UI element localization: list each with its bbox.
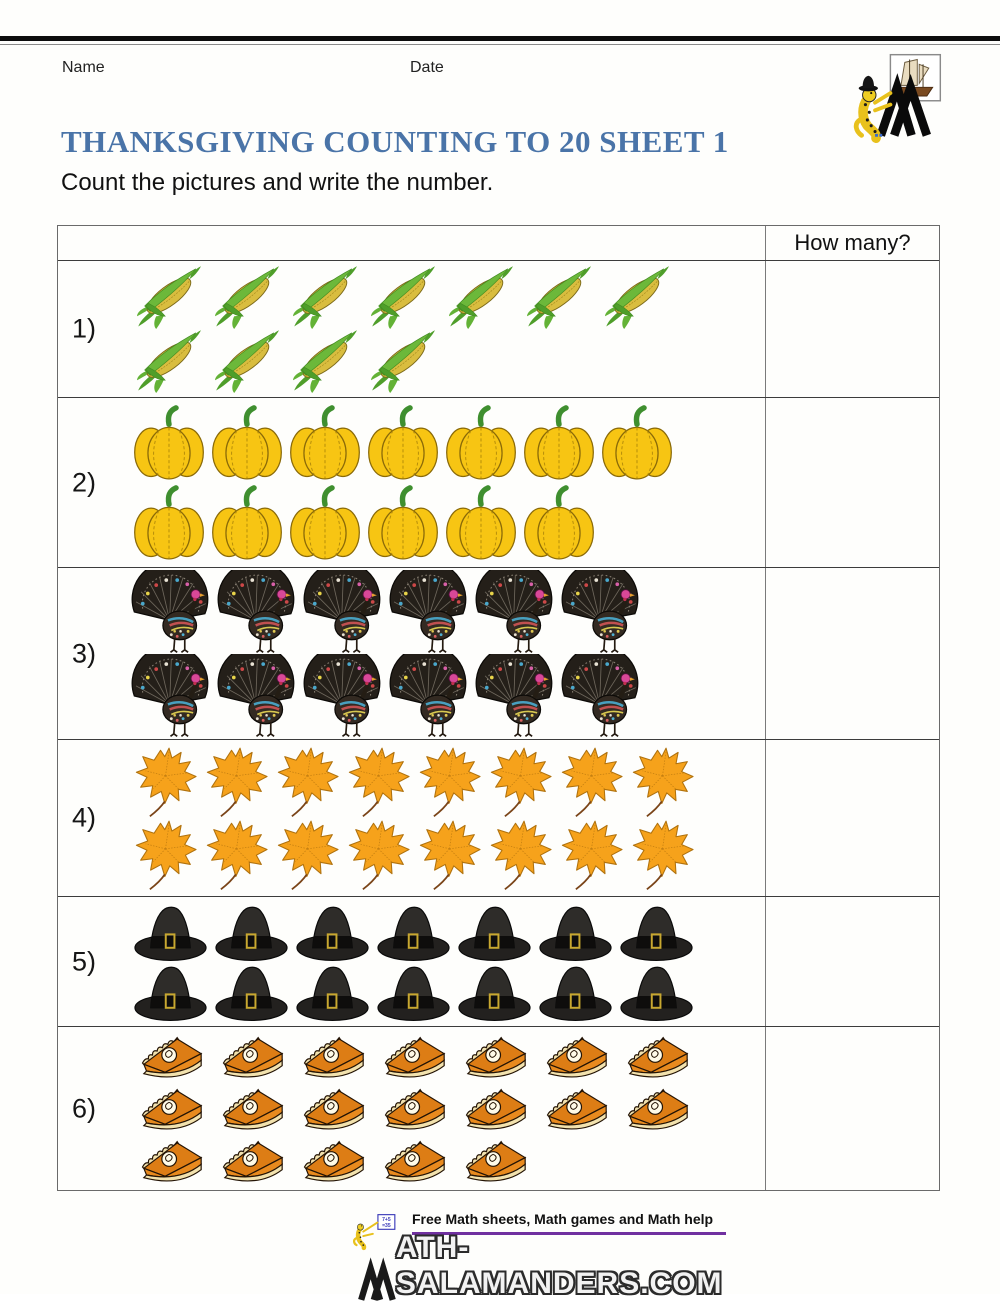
pumpkin-pie-icon bbox=[535, 1031, 616, 1083]
pumpkin-pie-icon bbox=[292, 1031, 373, 1083]
pumpkin-icon bbox=[286, 483, 364, 563]
pilgrim-hat-icon bbox=[130, 902, 211, 962]
picture-grid bbox=[58, 568, 765, 739]
turkey-icon bbox=[474, 654, 560, 738]
pilgrim-hat-icon bbox=[535, 902, 616, 962]
answer-cell-5[interactable] bbox=[766, 897, 939, 1026]
top-rule-thin bbox=[0, 44, 1000, 45]
pumpkin-pie-icon bbox=[292, 1083, 373, 1135]
pumpkin-icon bbox=[520, 483, 598, 563]
maple-leaf-icon bbox=[414, 818, 485, 891]
corn-icon bbox=[208, 265, 286, 329]
pumpkin-pie-icon bbox=[373, 1031, 454, 1083]
footer-wordmark: ATH-SALAMANDERS.COM bbox=[395, 1231, 723, 1300]
pumpkin-pie-icon bbox=[535, 1083, 616, 1135]
board-text-2: =35 bbox=[382, 1223, 391, 1230]
picture-line bbox=[130, 483, 765, 563]
table-header-row bbox=[58, 226, 939, 260]
pumpkin-pie-icon bbox=[211, 1083, 292, 1135]
corn-icon bbox=[364, 265, 442, 329]
picture-grid bbox=[58, 740, 765, 896]
picture-line bbox=[130, 902, 765, 962]
table-row-turkey bbox=[58, 567, 939, 739]
picture-line bbox=[130, 654, 765, 738]
pilgrim-hat-icon bbox=[616, 902, 697, 962]
header-pictures-cell bbox=[58, 226, 766, 260]
pilgrim-hat-icon bbox=[454, 962, 535, 1022]
pumpkin-icon bbox=[442, 403, 520, 483]
picture-line bbox=[130, 1031, 765, 1083]
picture-grid bbox=[58, 398, 765, 567]
picture-grid bbox=[58, 261, 765, 397]
picture-line bbox=[130, 1135, 765, 1187]
table-row-pilgrim-hat bbox=[58, 896, 939, 1026]
corn-icon bbox=[286, 329, 364, 393]
picture-grid bbox=[58, 897, 765, 1026]
picture-line bbox=[130, 1083, 765, 1135]
pumpkin-icon bbox=[286, 403, 364, 483]
table-row-pumpkin-pie bbox=[58, 1026, 939, 1190]
pilgrim-hat-icon bbox=[292, 902, 373, 962]
name-label: Name bbox=[62, 59, 105, 76]
board-text-1: 7+5 bbox=[382, 1216, 391, 1223]
maple-leaf-icon bbox=[485, 818, 556, 891]
pilgrim-hat-icon bbox=[535, 962, 616, 1022]
footer-wordmark-row bbox=[358, 1230, 772, 1302]
picture-line bbox=[130, 265, 765, 329]
corn-icon bbox=[442, 265, 520, 329]
pumpkin-icon bbox=[208, 403, 286, 483]
corn-icon bbox=[286, 265, 364, 329]
picture-line bbox=[130, 570, 765, 654]
answer-cell-1[interactable] bbox=[766, 261, 939, 397]
turkey-icon bbox=[302, 570, 388, 654]
turkey-icon bbox=[560, 654, 646, 738]
math-salamanders-logo bbox=[852, 50, 948, 140]
maple-leaf-icon bbox=[627, 745, 698, 818]
turkey-icon bbox=[474, 570, 560, 654]
pilgrim-hat-icon bbox=[616, 962, 697, 1022]
picture-line bbox=[130, 403, 765, 483]
pumpkin-pie-icon bbox=[211, 1135, 292, 1187]
picture-grid bbox=[58, 1027, 765, 1190]
maple-leaf-icon bbox=[201, 818, 272, 891]
maple-leaf-icon bbox=[343, 745, 414, 818]
turkey-icon bbox=[216, 570, 302, 654]
row-number-label: 2) bbox=[72, 467, 97, 497]
pumpkin-pie-icon bbox=[130, 1135, 211, 1187]
pumpkin-pie-icon bbox=[373, 1083, 454, 1135]
pumpkin-pie-icon bbox=[292, 1135, 373, 1187]
table-row-corn bbox=[58, 260, 939, 397]
pumpkin-icon bbox=[364, 483, 442, 563]
page-title: THANKSGIVING COUNTING TO 20 SHEET 1 bbox=[61, 124, 729, 159]
pumpkin-icon bbox=[364, 403, 442, 483]
row-number-label: 1) bbox=[72, 313, 97, 344]
picture-line bbox=[130, 745, 765, 818]
pilgrim-hat-icon bbox=[859, 76, 878, 92]
footer bbox=[352, 1202, 772, 1300]
pumpkin-pie-icon bbox=[454, 1031, 535, 1083]
top-rule bbox=[0, 36, 1000, 41]
table-row-maple-leaf bbox=[58, 739, 939, 896]
row-number-label: 5) bbox=[72, 946, 97, 976]
maple-leaf-icon bbox=[201, 745, 272, 818]
maple-leaf-icon bbox=[414, 745, 485, 818]
answer-cell-3[interactable] bbox=[766, 568, 939, 739]
pumpkin-icon bbox=[130, 403, 208, 483]
maple-leaf-icon bbox=[130, 818, 201, 891]
row-number-label: 4) bbox=[72, 802, 97, 833]
row-number-label: 3) bbox=[72, 638, 97, 668]
corn-icon bbox=[520, 265, 598, 329]
maple-leaf-icon bbox=[272, 818, 343, 891]
answer-cell-4[interactable] bbox=[766, 740, 939, 896]
maple-leaf-icon bbox=[485, 745, 556, 818]
worksheet-rows bbox=[58, 260, 939, 1190]
turkey-icon bbox=[560, 570, 646, 654]
corn-icon bbox=[130, 265, 208, 329]
pilgrim-hat-icon bbox=[211, 962, 292, 1022]
picture-line bbox=[130, 329, 765, 393]
pumpkin-pie-icon bbox=[616, 1083, 697, 1135]
pumpkin-pie-icon bbox=[130, 1083, 211, 1135]
turkey-icon bbox=[302, 654, 388, 738]
pumpkin-icon bbox=[208, 483, 286, 563]
pumpkin-icon bbox=[598, 403, 676, 483]
maple-leaf-icon bbox=[343, 818, 414, 891]
pumpkin-pie-icon bbox=[373, 1135, 454, 1187]
pilgrim-hat-icon bbox=[454, 902, 535, 962]
date-label: Date bbox=[410, 59, 444, 76]
pumpkin-icon bbox=[130, 483, 208, 563]
answer-cell-6[interactable] bbox=[766, 1027, 939, 1190]
turkey-icon bbox=[130, 654, 216, 738]
pilgrim-hat-icon bbox=[373, 902, 454, 962]
wordmark-m-logo bbox=[358, 1262, 396, 1302]
picture-line bbox=[130, 818, 765, 891]
pumpkin-pie-icon bbox=[616, 1031, 697, 1083]
pumpkin-pie-icon bbox=[454, 1135, 535, 1187]
pilgrim-hat-icon bbox=[373, 962, 454, 1022]
pilgrim-hat-icon bbox=[292, 962, 373, 1022]
corn-icon bbox=[598, 265, 676, 329]
pumpkin-pie-icon bbox=[130, 1031, 211, 1083]
maple-leaf-icon bbox=[627, 818, 698, 891]
turkey-icon bbox=[388, 570, 474, 654]
pumpkin-icon bbox=[442, 483, 520, 563]
footer-tagline: Free Math sheets, Math games and Math help bbox=[412, 1211, 714, 1227]
counting-table bbox=[57, 225, 940, 1191]
how-many-header: How many? bbox=[794, 230, 911, 255]
instruction-text: Count the pictures and write the number. bbox=[61, 169, 494, 196]
pumpkin-pie-icon bbox=[211, 1031, 292, 1083]
picture-line bbox=[130, 962, 765, 1022]
corn-icon bbox=[364, 329, 442, 393]
maple-leaf-icon bbox=[556, 745, 627, 818]
corn-icon bbox=[208, 329, 286, 393]
maple-leaf-icon bbox=[556, 818, 627, 891]
answer-cell-2[interactable] bbox=[766, 398, 939, 567]
row-number-label: 6) bbox=[72, 1093, 97, 1123]
pilgrim-hat-icon bbox=[130, 962, 211, 1022]
corn-icon bbox=[130, 329, 208, 393]
maple-leaf-icon bbox=[272, 745, 343, 818]
maple-leaf-icon bbox=[130, 745, 201, 818]
pilgrim-hat-icon bbox=[211, 902, 292, 962]
pumpkin-icon bbox=[520, 403, 598, 483]
turkey-icon bbox=[216, 654, 302, 738]
pumpkin-pie-icon bbox=[454, 1083, 535, 1135]
turkey-icon bbox=[130, 570, 216, 654]
table-row-pumpkin bbox=[58, 397, 939, 567]
turkey-icon bbox=[388, 654, 474, 738]
